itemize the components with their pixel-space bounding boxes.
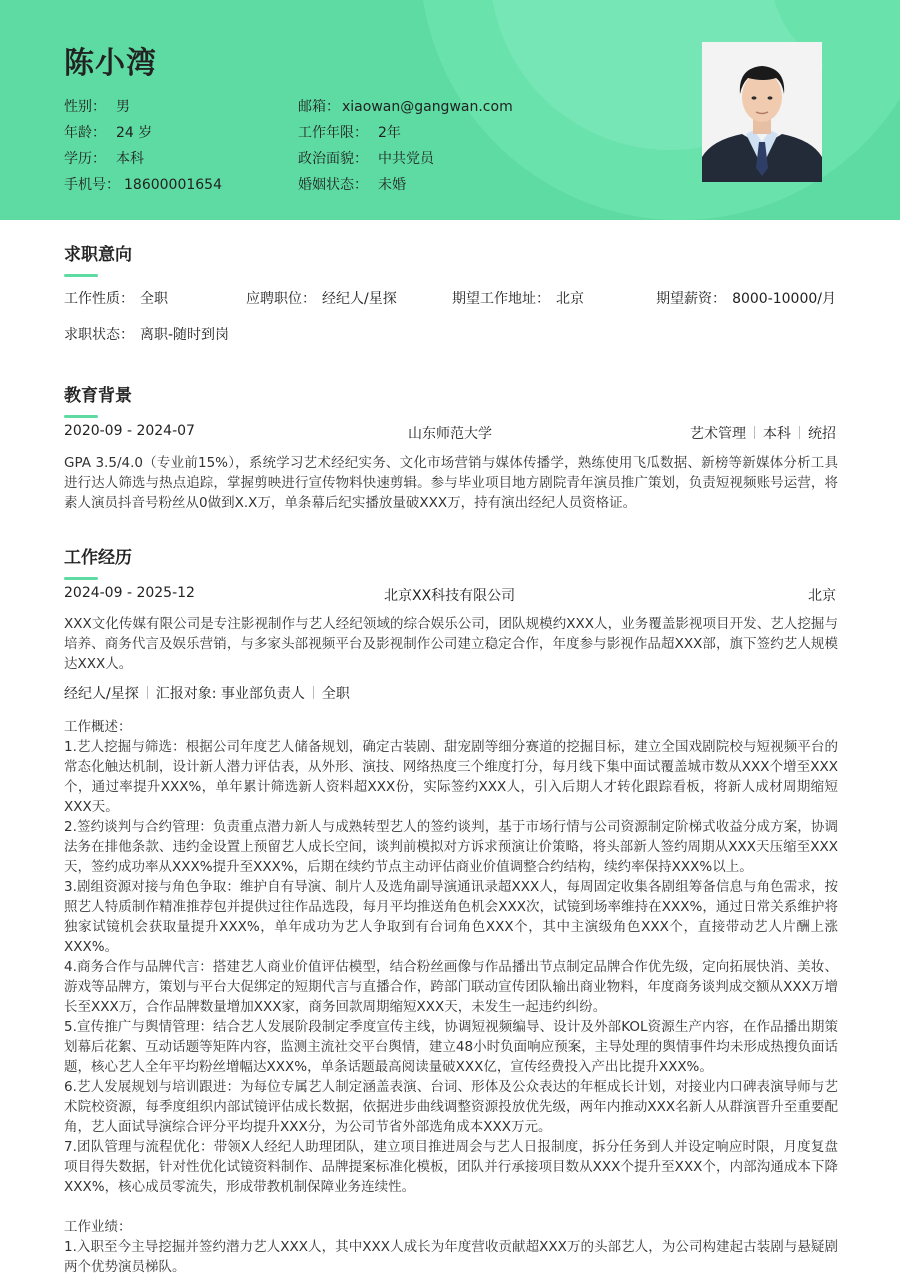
intent-position: 应聘职位： 经纪人/星探 [246,291,397,307]
avatar-portrait-icon [702,42,822,182]
overview-item: 2.签约谈判与合约管理：负责重点潜力新人与成熟转型艺人的签约谈判，基于市场行情与公司资源制定阶梯式收益分成方案，协调法务在排他条款、违约金设置上预留艺人成长空间，谈判前模拟对方诉求预演让价策略，将头部新人签约周期从XXX天压缩至XXX天，签约成功率从XXX%提升至XXX%，后期在续约节点主动评估商业价值调整合约结构，续约率保持XXX%以上。 [64,819,838,875]
candidate-name: 陈小湾 [64,46,157,81]
work-city: 北京 [808,588,836,604]
overview-item: 5.宣传推广与舆情管理：结合艺人发展阶段制定季度宣传主线，协调短视频编导、设计及外部KOL资源生产内容，在作品播出期策划幕后花絮、互动话题等矩阵内容，监测主流社交平台舆情，建立48小时负面响应预案，主导处理的舆情事件均未形成热搜负面话题，核心艺人全年平均粉丝增幅达XXX%，单条话题最高阅读量破XXX亿，宣传经费投入产出比提升XXX%。 [64,1019,838,1075]
info-gender: 性别： 男 [64,99,130,115]
overview-item: 3.剧组资源对接与角色争取：维护自有导演、制片人及选角副导演通讯录超XXX人，每周固定收集各剧组筹备信息与角色需求，按照艺人特质制作精准推荐包并提供过往作品选段，每月平均推送角色机会XXX次，试镜到场率维持在XXX%，通过日常关系维护将独家试镜机会获取量提升XXX%，单年成功为艺人争取到有台词角色XXX个，其中主演级角色XXX个，直接带动艺人片酬上涨XXX%。 [64,879,838,955]
info-email: 邮箱： xiaowan@gangwan.com [298,99,513,115]
work-period: 2024-09 - 2025-12 [64,585,195,601]
intent-section [64,240,836,277]
intent-status: 求职状态： 离职-随时到岗 [64,327,230,343]
info-work-years: 工作年限： 2年 [298,125,401,141]
section-accent-bar [64,415,98,418]
overview-item: 1.艺人挖掘与筛选：根据公司年度艺人储备规划，确定古装剧、甜宠剧等细分赛道的挖掘目标，建立全国戏剧院校与短视频平台的常态化触达机制，设计新人潜力评估表，从外形、演技、网络热度三个维度打分，每月线下集中面试覆盖城市数从XXX个增至XXX个，通过率提升XXX%，单年累计筛选新人资料超XXX份，实际签约XXX人，引入后期人才转化跟踪看板，将新人成材周期缩短XXX天。 [64,739,838,815]
spacer [64,1197,838,1217]
work-overview [64,717,838,1277]
achievement-item: 1.入职至今主导挖掘并签约潜力艺人XXX人，其中XXX人成长为年度营收贡献超XXX万的头部艺人，为公司构建起古装剧与悬疑剧两个优势演员梯队。 [64,1239,838,1275]
info-marital: 婚姻状态： 未婚 [298,177,406,193]
education-section [64,381,836,418]
company-description: XXX文化传媒有限公司是专注影视制作与艺人经纪领域的综合娱乐公司，团队规模约XXX人，业务覆盖影视项目开发、艺人挖掘与培养、商务代言及娱乐营销，与多家头部视频平台及影视制作公司建立稳定合作，年度参与影视作品超XXX部，旗下签约艺人规模达XXX人。 [64,616,838,672]
section-accent-bar [64,577,98,580]
info-age: 年龄： 24 岁 [64,125,153,141]
overview-heading: 工作概述： [64,719,132,735]
separator [799,426,800,439]
overview-item: 7.团队管理与流程优化：带领X人经纪人助理团队，建立项目推进周会与艺人日报制度，拆分任务到人并设定响应时限，月度复盘项目得失数据，针对性优化试镜资料制作、品牌提案标准化模板，团队并行承接项目数从XXX个提升至XXX个，内部沟通成本下降XXX%，核心成员零流失，形成带教机制保障业务连续性。 [64,1139,838,1195]
avatar [702,42,822,182]
intent-salary: 期望薪资： 8000-10000/月 [656,291,836,307]
work-tags: 经纪人/星探 汇报对象: 事业部负责人 全职 [64,686,350,702]
info-political: 政治面貌： 中共党员 [298,151,434,167]
overview-item: 4.商务合作与品牌代言：搭建艺人商业价值评估模型，结合粉丝画像与作品播出节点制定品牌合作优先级，定向拓展快消、美妆、游戏等品牌方，策划与平台大促绑定的短期代言与直播合作，跨部门联动宣传团队输出商业物料，年度商务谈判成交额从XXX万增长至XXX万，合作品牌数量增加XXX家，商务回款周期缩短XXX天，未发生一起违约纠纷。 [64,959,838,1015]
section-title: 工作经历 [64,548,132,568]
resume-header [0,0,900,220]
education-school: 山东师范大学 [408,426,492,442]
section-accent-bar [64,274,98,277]
education-tags: 艺术管理 本科 统招 [690,426,836,442]
work-section [64,543,836,580]
info-phone: 手机号： 18600001654 [64,177,222,193]
education-period: 2020-09 - 2024-07 [64,423,195,439]
separator [313,686,314,699]
intent-work-type: 工作性质： 全职 [64,291,168,307]
separator [754,426,755,439]
info-education: 学历： 本科 [64,151,144,167]
intent-location: 期望工作地址： 北京 [452,291,584,307]
section-title: 教育背景 [64,386,132,406]
work-company: 北京XX科技有限公司 [384,588,516,604]
education-description: GPA 3.5/4.0（专业前15%），系统学习艺术经纪实务、文化市场营销与媒体传播学，熟练使用飞瓜数据、新榜等新媒体分析工具进行达人筛选与热点追踪，掌握剪映进行宣传物料快速剪辑。参与毕业项目地方剧院青年演员推广策划，负责短视频账号运营，将素人演员抖音号粉丝从0做到X.X万，单条幕后纪实播放量破XXX万，持有演出经纪人员资格证。 [64,455,838,511]
section-title: 求职意向 [64,245,132,265]
achievements-heading: 工作业绩： [64,1219,132,1235]
separator [147,686,148,699]
overview-item: 6.艺人发展规划与培训跟进：为每位专属艺人制定涵盖表演、台词、形体及公众表达的年框成长计划，对接业内口碑表演导师与艺术院校资源，每季度组织内部试镜评估成长数据，依据进步曲线调整资源投放优先级，两年内推动XXX名新人从群演晋升至重要配角，艺人面试导演综合评分平均提升XXX分，为公司节省外部选角成本XXX万元。 [64,1079,838,1135]
